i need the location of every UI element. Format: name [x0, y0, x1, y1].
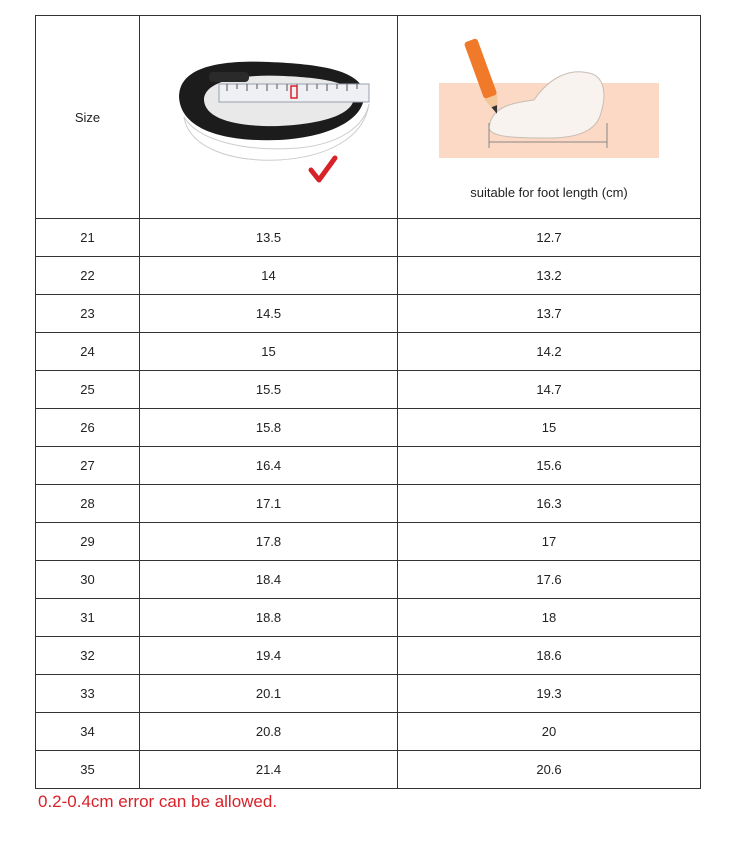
size-cell: 29 — [36, 523, 140, 561]
foot-length-cell: 13.7 — [398, 295, 701, 333]
size-cell: 34 — [36, 713, 140, 751]
table-row — [36, 257, 701, 295]
size-chart-table — [35, 15, 701, 789]
foot-length-cell: 15.6 — [398, 447, 701, 485]
size-cell: 21 — [36, 219, 140, 257]
table-row — [36, 371, 701, 409]
size-cell: 28 — [36, 485, 140, 523]
insole-length-cell: 14.5 — [140, 295, 398, 333]
insole-length-cell: 14 — [140, 257, 398, 295]
table-row — [36, 485, 701, 523]
size-cell: 30 — [36, 561, 140, 599]
insole-length-cell: 20.1 — [140, 675, 398, 713]
insole-length-cell: 21.4 — [140, 751, 398, 789]
table-row — [36, 219, 701, 257]
tolerance-note: 0.2-0.4cm error can be allowed. — [38, 792, 278, 811]
foot-length-cell: 16.3 — [398, 485, 701, 523]
insole-length-cell: 20.8 — [140, 713, 398, 751]
insole-length-cell: 13.5 — [140, 219, 398, 257]
foot-length-cell: 20 — [398, 713, 701, 751]
insole-length-cell: 16.4 — [140, 447, 398, 485]
foot-length-cell: 18.6 — [398, 637, 701, 675]
table-row — [36, 561, 701, 599]
table-row — [36, 447, 701, 485]
foot-length-cell: 15 — [398, 409, 701, 447]
size-cell: 35 — [36, 751, 140, 789]
size-header-label: Size — [74, 109, 101, 125]
insole-length-cell: 18.8 — [140, 599, 398, 637]
red-check-icon — [311, 158, 335, 180]
foot-length-cell: 18 — [398, 599, 701, 637]
foot-length-cell: 14.7 — [398, 371, 701, 409]
size-cell: 33 — [36, 675, 140, 713]
insole-length-cell: 17.1 — [140, 485, 398, 523]
insole-image-cell — [140, 16, 398, 219]
foot-length-cell: 14.2 — [398, 333, 701, 371]
table-row — [36, 333, 701, 371]
table-row — [36, 599, 701, 637]
size-cell: 24 — [36, 333, 140, 371]
insole-length-cell: 19.4 — [140, 637, 398, 675]
foot-length-cell: 20.6 — [398, 751, 701, 789]
foot-length-cell: 12.7 — [398, 219, 701, 257]
table-row — [36, 295, 701, 333]
insole-length-cell: 17.8 — [140, 523, 398, 561]
foot-length-cell: 17 — [398, 523, 701, 561]
table-row — [36, 409, 701, 447]
foot-length-cell: 19.3 — [398, 675, 701, 713]
table-row — [36, 713, 701, 751]
foot-length-cell: 13.2 — [398, 257, 701, 295]
size-header-cell — [36, 16, 140, 219]
table-row — [36, 637, 701, 675]
insole-length-cell: 15.8 — [140, 409, 398, 447]
size-cell: 25 — [36, 371, 140, 409]
table-row — [36, 751, 701, 789]
shoe-insole-measuring-tape-icon — [159, 42, 379, 192]
insole-length-cell: 15 — [140, 333, 398, 371]
table-row — [36, 523, 701, 561]
header-row — [36, 16, 701, 219]
foot-length-header-cell — [398, 16, 701, 219]
size-cell: 31 — [36, 599, 140, 637]
foot-length-header-label: suitable for foot length (cm) — [470, 185, 628, 200]
insole-length-cell: 15.5 — [140, 371, 398, 409]
foot-length-cell: 17.6 — [398, 561, 701, 599]
size-cell: 22 — [36, 257, 140, 295]
size-cell: 23 — [36, 295, 140, 333]
foot-measuring-pencil-icon — [429, 38, 669, 163]
size-cell: 32 — [36, 637, 140, 675]
size-cell: 26 — [36, 409, 140, 447]
table-row — [36, 675, 701, 713]
insole-length-cell: 18.4 — [140, 561, 398, 599]
size-cell: 27 — [36, 447, 140, 485]
